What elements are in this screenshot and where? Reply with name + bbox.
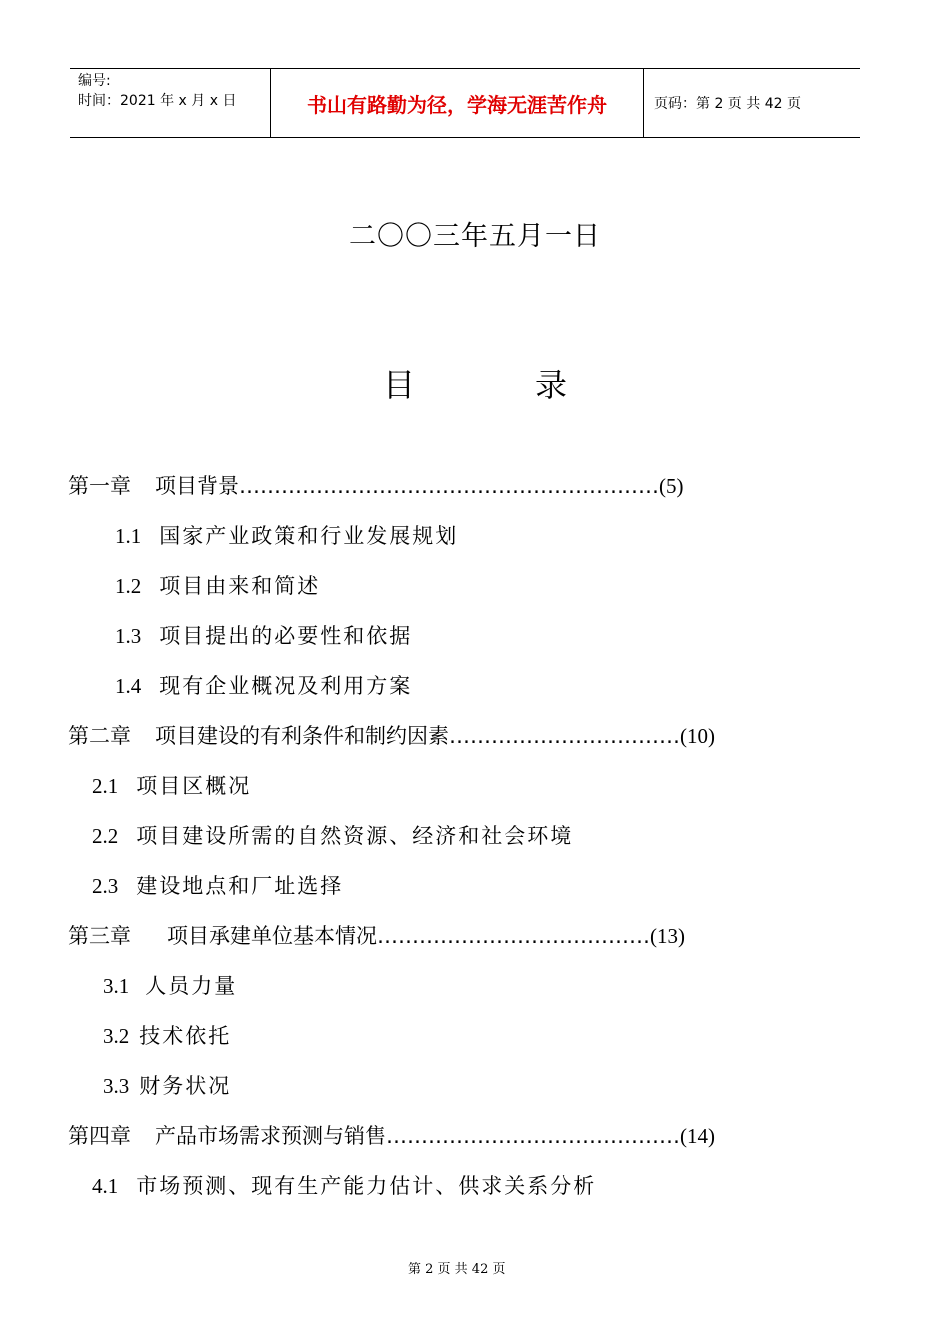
toc-section-2-1[interactable] [92,770,251,800]
section-text: 人员力量 [145,974,238,998]
section-number: 3.1 [103,974,130,998]
number-label: 编号: [78,73,111,89]
toc-title-left: 目 [382,366,415,404]
section-text: 现有企业概况及利用方案 [159,674,413,698]
page-header [70,68,860,138]
section-number: 1.3 [115,624,142,648]
header-divider [643,69,644,137]
document-date: 二〇〇三年五月一日 [349,221,601,252]
toc-title-right: 录 [535,366,568,404]
chapter-name: 项目承建单位基本情况 [167,924,377,948]
header-meta [78,71,274,111]
toc-leader-dots: …………………………………… [386,1124,680,1148]
chapter-number: 第四章 [68,1124,131,1148]
section-text: 建设地点和厂址选择 [136,874,344,898]
section-number: 4.1 [92,1174,119,1198]
section-number: 1.4 [115,674,142,698]
section-number: 2.2 [92,824,119,848]
section-text: 财务状况 [139,1074,232,1098]
chapter-page: (13) [650,924,685,948]
toc-leader-dots: …………………………………………………… [239,474,659,498]
chapter-name: 项目建设的有利条件和制约因素 [155,724,449,748]
time-label: 时间：2021 年 x 月 x 日 [78,93,237,109]
section-text: 技术依托 [139,1024,232,1048]
section-text: 项目由来和简述 [159,574,321,598]
section-text: 项目提出的必要性和依据 [159,624,413,648]
toc-section-1-1[interactable] [115,520,458,550]
toc-leader-dots: …………………………… [449,724,680,748]
toc-section-1-3[interactable] [115,620,412,650]
toc-chapter-2[interactable] [68,720,715,750]
toc-chapter-4[interactable] [68,1120,715,1150]
page-footer: 第 2 页 共 42 页 [408,1262,506,1277]
chapter-name: 项目背景 [155,474,239,498]
section-text: 项目建设所需的自然资源、经济和社会环境 [136,824,574,848]
toc-section-3-3[interactable] [103,1070,231,1100]
toc-section-2-3[interactable] [92,870,343,900]
toc-title [0,360,950,406]
toc-section-1-2[interactable] [115,570,320,600]
toc-section-4-1[interactable] [92,1170,596,1200]
toc-section-3-2[interactable] [103,1020,231,1050]
chapter-number: 第三章 [68,924,131,948]
toc-leader-dots: ………………………………… [377,924,650,948]
chapter-page: (10) [680,724,715,748]
section-text: 国家产业政策和行业发展规划 [159,524,459,548]
section-number: 3.2 [103,1024,130,1048]
section-number: 1.1 [115,524,142,548]
section-number: 1.2 [115,574,142,598]
chapter-name: 产品市场需求预测与销售 [155,1124,386,1148]
section-number: 2.1 [92,774,119,798]
chapter-page: (5) [659,474,684,498]
section-number: 2.3 [92,874,119,898]
header-page-label: 页码：第 2 页 共 42 页 [654,96,801,112]
section-text: 项目区概况 [136,774,252,798]
toc-chapter-3[interactable] [68,920,685,950]
toc-chapter-1[interactable] [68,470,684,500]
section-text: 市场预测、现有生产能力估计、供求关系分析 [136,1174,597,1198]
chapter-page: (14) [680,1124,715,1148]
toc-section-2-2[interactable] [92,820,573,850]
chapter-number: 第二章 [68,724,131,748]
section-number: 3.3 [103,1074,130,1098]
chapter-number: 第一章 [68,474,131,498]
header-motto: 书山有路勤为径，学海无涯苦作舟 [307,92,607,117]
toc-section-1-4[interactable] [115,670,412,700]
toc-section-3-1[interactable] [103,970,237,1000]
